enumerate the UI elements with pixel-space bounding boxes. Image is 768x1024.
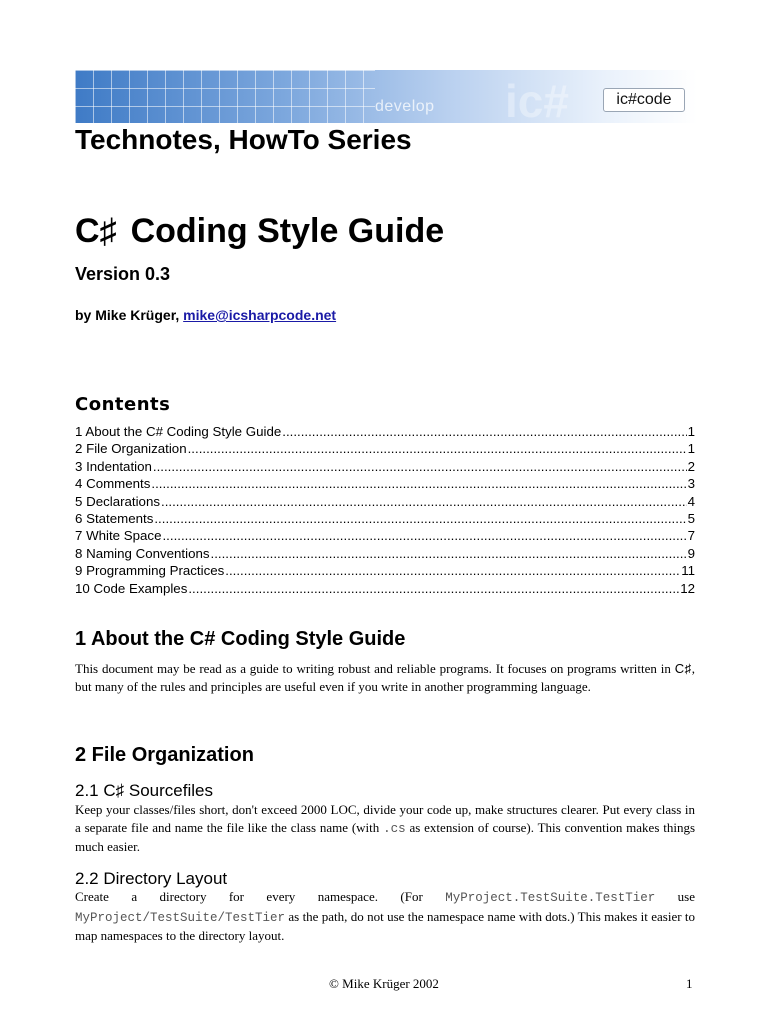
toc-entry-title: 5 Declarations bbox=[75, 493, 160, 509]
toc-entry[interactable] bbox=[75, 476, 695, 493]
section-2-1-heading bbox=[75, 781, 213, 801]
toc-entry[interactable] bbox=[75, 441, 695, 458]
toc-entry-page: 3 bbox=[687, 476, 695, 492]
section-2-1-body bbox=[75, 801, 695, 856]
version-label: Version 0.3 bbox=[75, 264, 171, 284]
section-2-1-title: Sourcefiles bbox=[124, 781, 213, 800]
toc-entry-page: 12 bbox=[680, 580, 695, 596]
section-1-body-text: This document may be read as a guide to writing robust and reliable programs. It focuses on programs written in bbox=[75, 661, 675, 676]
toc-leader-dots bbox=[211, 546, 687, 561]
toc-entry[interactable] bbox=[75, 459, 695, 476]
toc-entry[interactable] bbox=[75, 546, 695, 563]
toc-leader-dots bbox=[225, 563, 680, 578]
toc-entry-title: 9 Programming Practices bbox=[75, 563, 225, 579]
section-2-1-number: 2.1 bbox=[75, 781, 104, 800]
toc-leader-dots bbox=[188, 441, 687, 456]
footer-page-number: 1 bbox=[686, 976, 693, 991]
section-2-1-code-extension: .cs bbox=[383, 821, 406, 836]
title-language: C♯ bbox=[75, 212, 117, 250]
toc-entry-page: 2 bbox=[687, 458, 695, 474]
author-email-link[interactable]: mike@icsharpcode.net bbox=[183, 307, 337, 323]
toc-entry-title: 7 White Space bbox=[75, 528, 162, 544]
section-2-1-body-text-cont: as extension of course). This convention makes things much easier. bbox=[75, 819, 696, 854]
section-2-2-body-text-cont: as the path, do not use the namespace name with dots.) This makes it easier to map namespaces to the directory layout. bbox=[75, 908, 695, 943]
banner-grid-pattern bbox=[75, 70, 375, 123]
author-prefix: by Mike Krüger, bbox=[75, 307, 184, 323]
title-text: Coding Style Guide bbox=[130, 212, 445, 250]
section-2-2-body-text-use: use bbox=[655, 889, 695, 904]
footer-copyright: © Mike Krüger 2002 bbox=[329, 976, 439, 991]
section-2-1-body-text: Keep your classes/files short, don't exceed 2000 LOC, divide your code up, make structures clearer. Put every class in a separate file and name the file like the class name (with bbox=[75, 802, 695, 835]
icsharpcode-logo: ic#code bbox=[603, 88, 685, 112]
toc-entry-title: 2 File Organization bbox=[75, 441, 187, 457]
toc-entry-page: 4 bbox=[687, 493, 695, 509]
document-title bbox=[75, 212, 444, 251]
toc-entry-title: 4 Comments bbox=[75, 476, 151, 492]
toc-leader-dots bbox=[153, 459, 687, 474]
toc-entry-title: 3 Indentation bbox=[75, 458, 152, 474]
toc-leader-dots bbox=[151, 476, 686, 491]
section-1-heading: 1 About the C# Coding Style Guide bbox=[75, 628, 406, 650]
section-2-2-body-text: Create a directory for every namespace. (For bbox=[75, 889, 446, 904]
author-line bbox=[75, 307, 336, 323]
toc-entry-title: 1 About the C# Coding Style Guide bbox=[75, 424, 282, 439]
toc-entry-page: 7 bbox=[687, 528, 695, 544]
toc-entry[interactable] bbox=[75, 494, 695, 511]
toc-entry[interactable] bbox=[75, 528, 695, 545]
section-2-2-code-path: MyProject/TestSuite/TestTier bbox=[75, 910, 286, 925]
section-2-2-heading: 2.2 Directory Layout bbox=[75, 869, 228, 888]
toc-entry-title: 6 Statements bbox=[75, 510, 154, 526]
section-1-body-text-cont: , but many of the rules and principles are useful even if you write in another programming language. bbox=[75, 661, 696, 694]
toc-leader-dots bbox=[162, 528, 686, 543]
toc-entry-title: 8 Naming Conventions bbox=[75, 545, 210, 561]
toc-entry[interactable] bbox=[75, 563, 695, 580]
series-title: Technotes, HowTo Series bbox=[75, 124, 412, 155]
section-1-body-language: C♯ bbox=[674, 661, 692, 676]
toc-entry-page: 11 bbox=[681, 563, 695, 579]
section-2-heading: 2 File Organization bbox=[75, 744, 254, 766]
contents-heading: Contents bbox=[75, 394, 171, 415]
section-2-1-language: C♯ bbox=[103, 781, 125, 800]
toc-leader-dots bbox=[154, 511, 686, 526]
toc-entry-page: 1 bbox=[687, 441, 695, 457]
section-2-2-body bbox=[75, 888, 695, 945]
banner-watermark: develop bbox=[375, 98, 435, 115]
table-of-contents bbox=[75, 424, 695, 598]
toc-entry[interactable] bbox=[75, 424, 695, 441]
toc-entry-title: 10 Code Examples bbox=[75, 580, 188, 596]
toc-entry[interactable] bbox=[75, 511, 695, 528]
toc-entry[interactable] bbox=[75, 581, 695, 598]
toc-leader-dots bbox=[161, 494, 687, 509]
toc-leader-dots bbox=[188, 581, 679, 596]
toc-leader-dots bbox=[282, 424, 686, 439]
toc-entry-page: 5 bbox=[687, 510, 695, 526]
banner-deco-text: ic# bbox=[505, 75, 569, 123]
toc-entry-page: 9 bbox=[687, 545, 695, 561]
section-2-2-code-namespace: MyProject.TestSuite.TestTier bbox=[445, 891, 656, 905]
section-1-body bbox=[75, 660, 695, 695]
toc-entry-page: 1 bbox=[687, 424, 695, 439]
